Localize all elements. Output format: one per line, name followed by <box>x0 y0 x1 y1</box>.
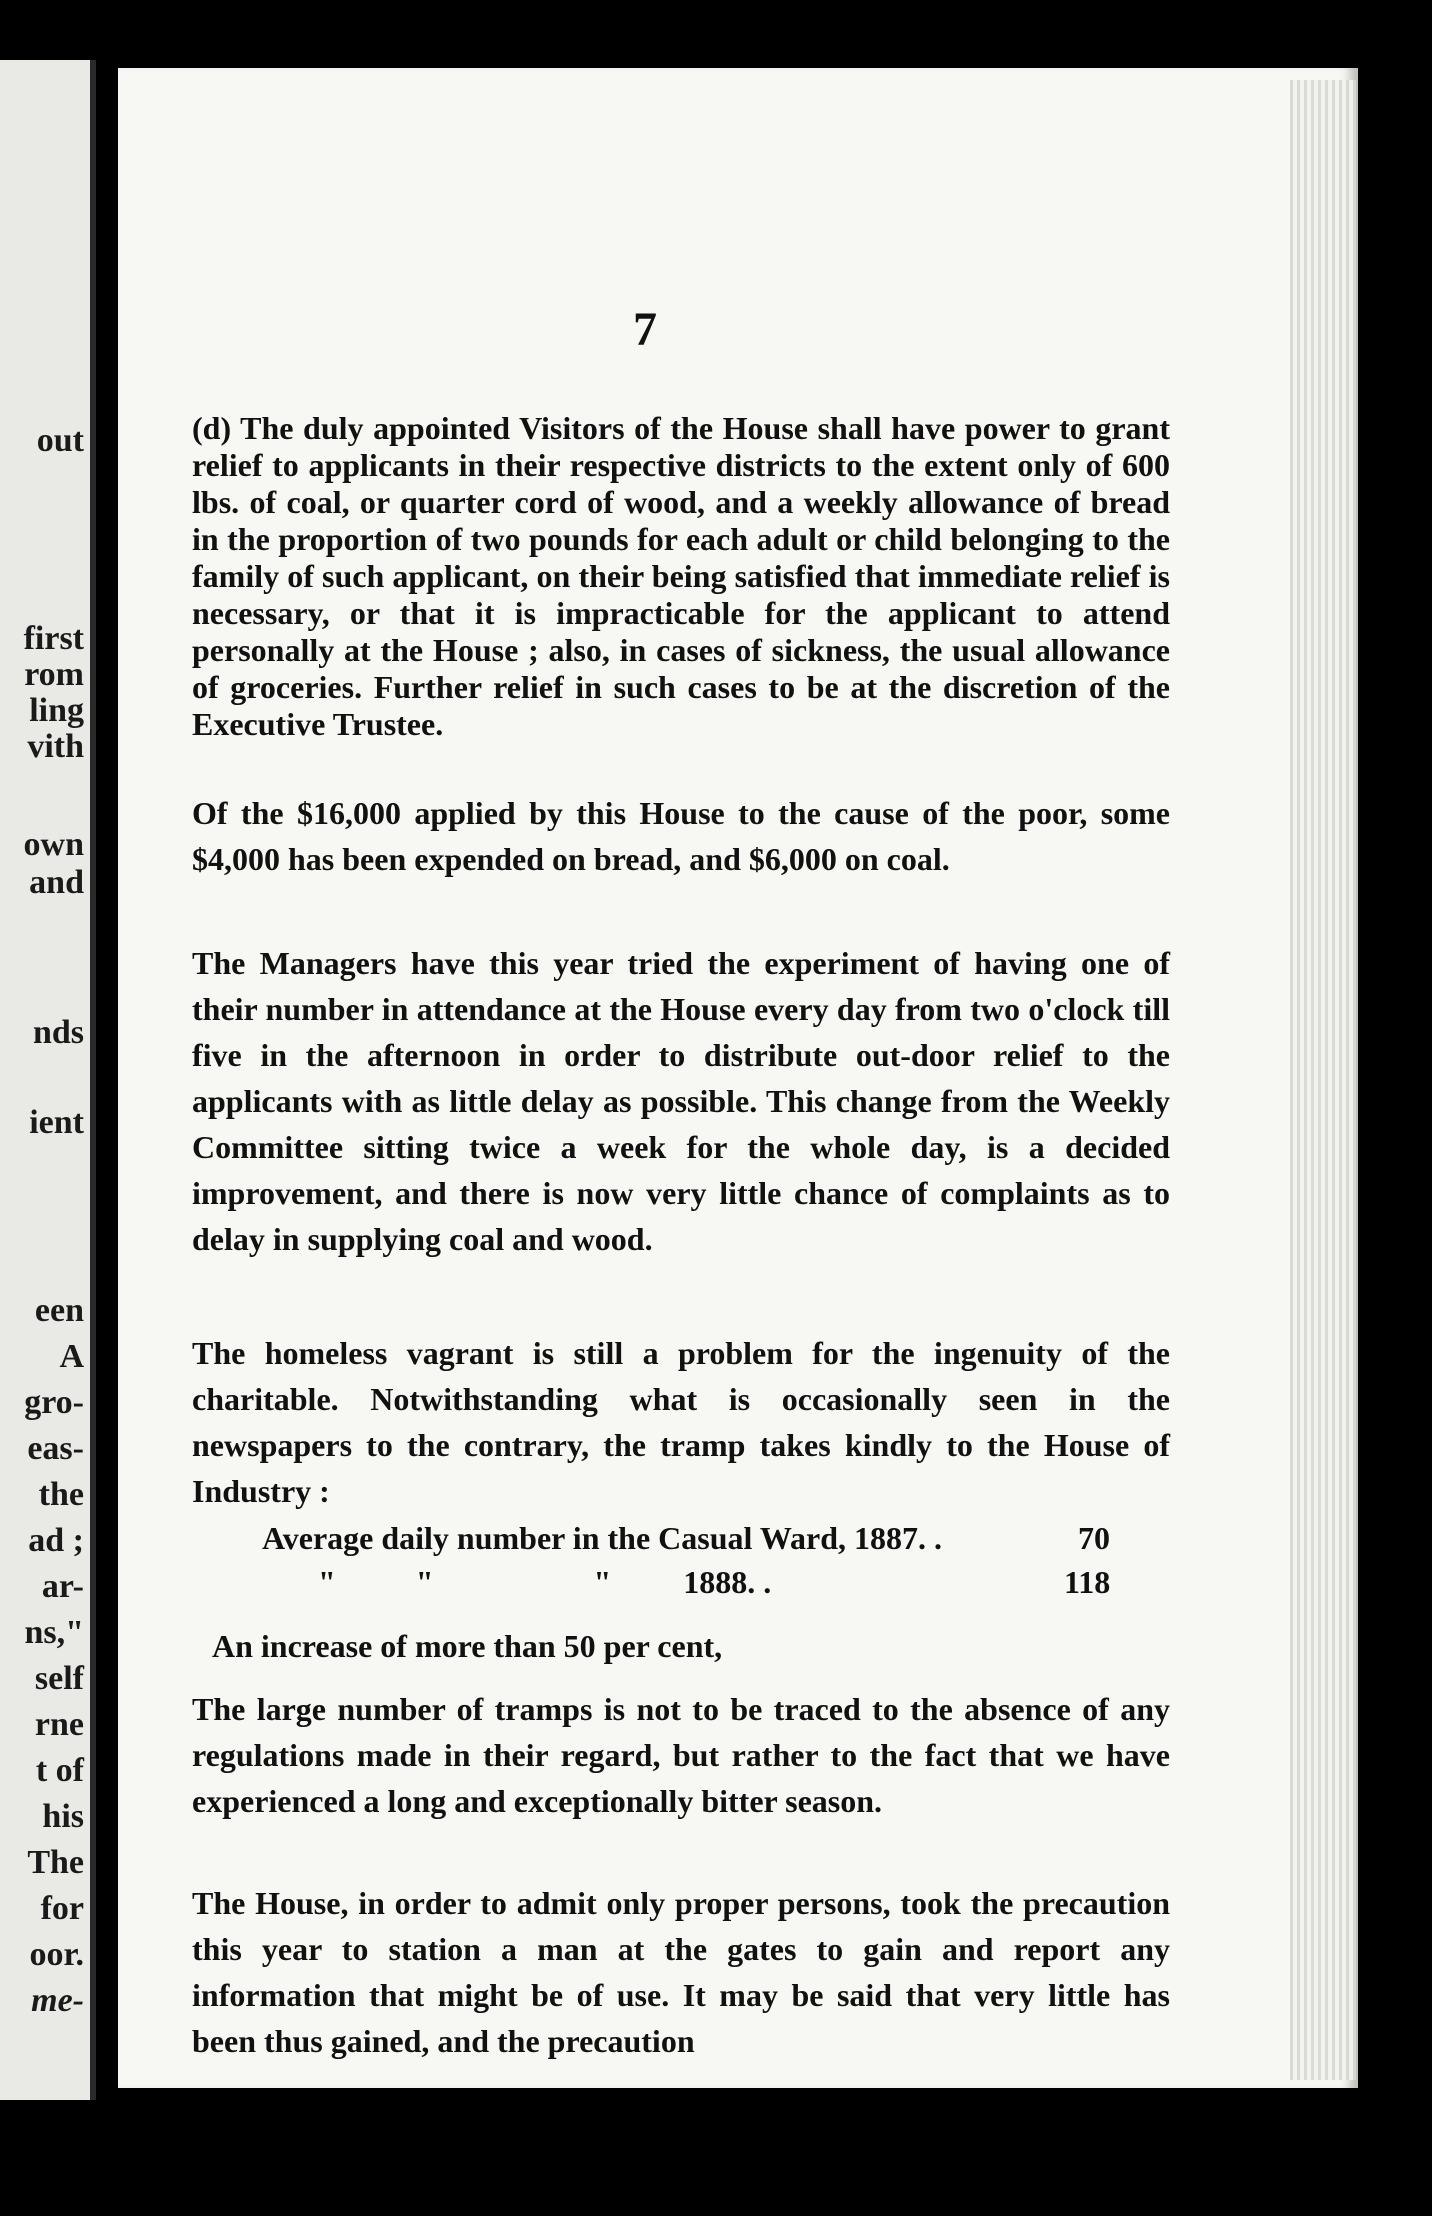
paragraph-text: Of the $16,000 applied by this House to the cause of the poor, some $4,000 has been expended on bread, and $6,000 on coal. <box>192 795 1170 877</box>
casual-ward-row-1888-value: 118 <box>1064 1564 1111 1600</box>
left-fragment: first <box>23 620 84 657</box>
paragraph-funds <box>192 790 1170 882</box>
left-fragment: out <box>36 422 84 459</box>
left-fragment: rne <box>34 1706 84 1743</box>
paragraph-tramps <box>192 1686 1170 1824</box>
paragraph-text: (d) The duly appointed Visitors of the House shall have power to grant relief to applicants in their respective districts to the extent only of 600 lbs. of coal, or quarter cord of wood, and a weekly allowance of bread in the proportion of two pounds for each adult or child belonging to the family of such applicant, on their being satisfied that immediate relief is necessary, or that it is impracticable for the applicant to attend personally at the House ; also, in cases of sickness, the usual allowance of groceries. Further relief in such cases to be at the discretion of the Executive Trustee. <box>192 410 1170 742</box>
paragraph-text: The House, in order to admit only proper persons, took the precaution this year to station a man at the gates to gain and report any information that might be of use. It may be said that very little has been thus gained, and the precaution <box>192 1885 1170 2059</box>
left-fragment: the <box>38 1476 84 1513</box>
left-fragment: nds <box>32 1014 84 1051</box>
left-page-edge <box>0 60 96 2100</box>
left-fragment: and <box>29 864 84 901</box>
page-stack-edge <box>1290 80 1356 2080</box>
left-fragment: own <box>23 826 84 863</box>
left-fragment: een <box>34 1292 84 1329</box>
page-number: 7 <box>633 303 657 356</box>
increase-statement: An increase of more than 50 per cent, <box>212 1628 723 1664</box>
left-fragment: ient <box>29 1104 84 1141</box>
left-fragment: ar- <box>41 1568 84 1605</box>
left-fragment: ling <box>29 692 84 729</box>
left-fragment: for <box>40 1890 84 1927</box>
paragraph-gates <box>192 1880 1170 2064</box>
left-fragment: The <box>27 1844 84 1881</box>
casual-ward-row-1887-label: Average daily number in the Casual Ward, 1887. . <box>262 1520 943 1556</box>
left-fragment: ns," <box>24 1614 84 1651</box>
left-fragment: his <box>42 1798 84 1835</box>
paragraph-visitors <box>192 410 1170 743</box>
paragraph-text: The homeless vagrant is still a problem for the ingenuity of the charitable. Notwithstanding what is occasionally seen in the newspapers to the contrary, the tramp takes kindly to the House of Industry : <box>192 1335 1170 1509</box>
left-fragment: gro- <box>24 1384 84 1421</box>
casual-ward-row-1887-value: 70 <box>1078 1520 1110 1556</box>
paragraph-text: The Managers have this year tried the experiment of having one of their number in attendance at the House every day from two o'clock till five in the afternoon in order to distribute out-door relief to the applicants with as little delay as possible. This change from the Weekly Committee sitting twice a week for the whole day, is a decided improvement, and there is now very little chance of complaints as to delay in supplying coal and wood. <box>192 945 1170 1257</box>
left-fragment: oor. <box>29 1936 84 1973</box>
left-fragment: A <box>59 1338 84 1375</box>
left-fragment: rom <box>24 656 84 693</box>
paragraph-vagrant <box>192 1330 1170 1514</box>
paragraph-text: The large number of tramps is not to be traced to the absence of any regulations made in their regard, but rather to the fact that we have experienced a long and exceptionally bitter season. <box>192 1691 1170 1819</box>
casual-ward-row-1888-label: " " " 1888. . <box>318 1564 772 1600</box>
left-fragment: ad ; <box>28 1522 84 1559</box>
left-fragment: t of <box>35 1752 84 1789</box>
paragraph-managers <box>192 940 1170 1262</box>
left-fragment: self <box>34 1660 84 1697</box>
left-fragment: eas- <box>27 1430 84 1467</box>
left-fragment: me- <box>31 1982 84 2019</box>
left-fragment: vith <box>27 728 84 765</box>
